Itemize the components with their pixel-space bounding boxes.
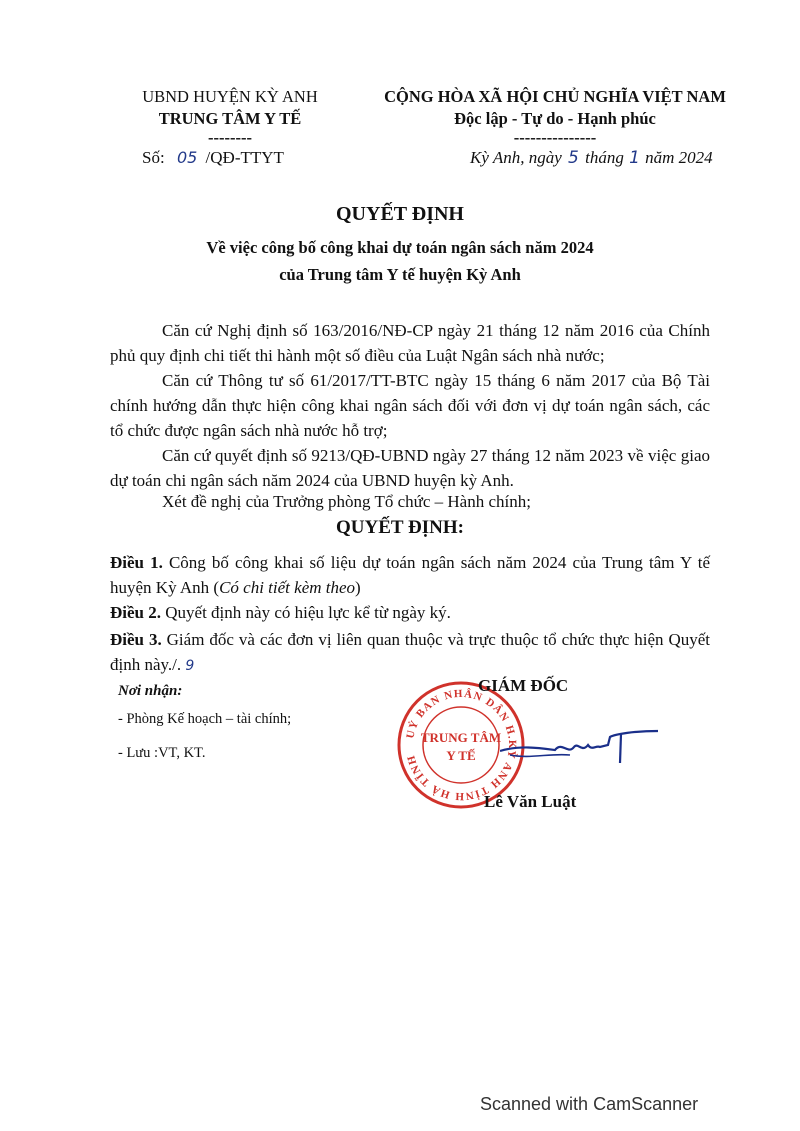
article-1-label: Điều 1. [110, 553, 163, 572]
recipient-item: - Lưu :VT, KT. [118, 745, 206, 761]
national-title: CỘNG HÒA XÃ HỘI CHỦ NGHĨA VIỆT NAM [384, 87, 726, 106]
number-suffix: /QĐ-TTYT [205, 148, 284, 167]
document-subtitle-line-1: Về việc công bố công khai dự toán ngân sách năm 2024 [206, 238, 594, 257]
number-label: Số: [142, 148, 165, 167]
national-title-block [340, 86, 770, 147]
motto-divider: --------------- [513, 128, 597, 147]
article-1-text: Công bố công khai số liệu dự toán ngân sách năm 2024 của Trung tâm Y tế huyện Kỳ Anh ( [110, 553, 710, 597]
document-title: QUYẾT ĐỊNH [336, 203, 464, 225]
legal-basis-2: Căn cứ Thông tư số 61/2017/TT-BTC ngày 15 tháng 6 năm 2017 của Bộ Tài chính hướng dẫn thực hiện công khai ngân sách đối với đơn vị dự toán ngân sách, các tổ chức được ngân sách nhà nước hỗ trợ; [110, 371, 710, 440]
signer-title: GIÁM ĐỐC [478, 676, 569, 695]
legal-basis-3: Căn cứ quyết định số 9213/QĐ-UBND ngày 27 tháng 12 năm 2023 về việc giao dự toán chi ngân sách năm 2024 của UBND huyện kỳ Anh. [110, 446, 710, 490]
article-2-label: Điều 2. [110, 603, 161, 622]
issuing-authority-block [110, 86, 350, 147]
seal-center-line-1: TRUNG TÂM [420, 730, 502, 745]
article-3-text: Giám đốc và các đơn vị liên quan thuộc và trực thuộc tổ chức thực hiện Quyết định này./. [110, 630, 711, 674]
article-1-note: Có chi tiết kèm theo [219, 578, 356, 597]
date-place: Kỳ Anh, ngày [470, 148, 562, 167]
date-day: 5 [568, 148, 579, 168]
handwritten-number: 05 [176, 148, 198, 167]
decision-heading: QUYẾT ĐỊNH: [336, 517, 464, 538]
issuing-agency: TRUNG TÂM Y TẾ [158, 109, 302, 128]
parent-agency: UBND HUYỆN KỲ ANH [142, 87, 318, 106]
seal-center-line-2: Y TẾ [446, 748, 476, 763]
national-motto: Độc lập - Tự do - Hạnh phúc [454, 109, 656, 128]
date-month-label: tháng [585, 148, 624, 167]
seal-ring-text: UỶ BAN NHÂN DÂN H.KỲ ANH TỈNH HÀ TĨNH [404, 687, 519, 803]
article-2 [110, 600, 710, 625]
date-year: năm 2024 [645, 148, 713, 167]
handwritten-signature-image [500, 715, 660, 795]
article-1: Điều 1. Công bố công khai số liệu dự toán ngân sách năm 2024 của Trung tâm Y tế huyện Kỳ Anh (Có chi tiết kèm theo) [110, 553, 710, 597]
document-subtitle-line-2: của Trung tâm Y tế huyện Kỳ Anh [279, 265, 521, 284]
proposal-basis: Xét đề nghị của Trưởng phòng Tổ chức – Hành chính; [162, 492, 531, 511]
recipients-title: Nơi nhận: [118, 683, 183, 699]
signer-name: Lê Văn Luật [484, 792, 577, 811]
legal-basis-1: Căn cứ Nghị định số 163/2016/NĐ-CP ngày 21 tháng 12 năm 2016 của Chính phủ quy định chi tiết thi hành một số điều của Luật Ngân sách nhà nước; [110, 321, 710, 365]
date-month: 1 [629, 148, 640, 168]
recipient-item: - Phòng Kế hoạch – tài chính; [118, 711, 292, 727]
document-number [142, 148, 284, 168]
agency-divider: -------- [208, 128, 252, 147]
article-3 [110, 627, 710, 679]
article-3-label: Điều 3. [110, 630, 162, 649]
document-date [470, 148, 713, 168]
scanner-watermark: Scanned with CamScanner [480, 1094, 699, 1114]
recipients-block [118, 680, 291, 776]
article-2-text: Quyết định này có hiệu lực kể từ ngày ký. [165, 603, 451, 622]
handwritten-mark: 9 [185, 658, 195, 674]
